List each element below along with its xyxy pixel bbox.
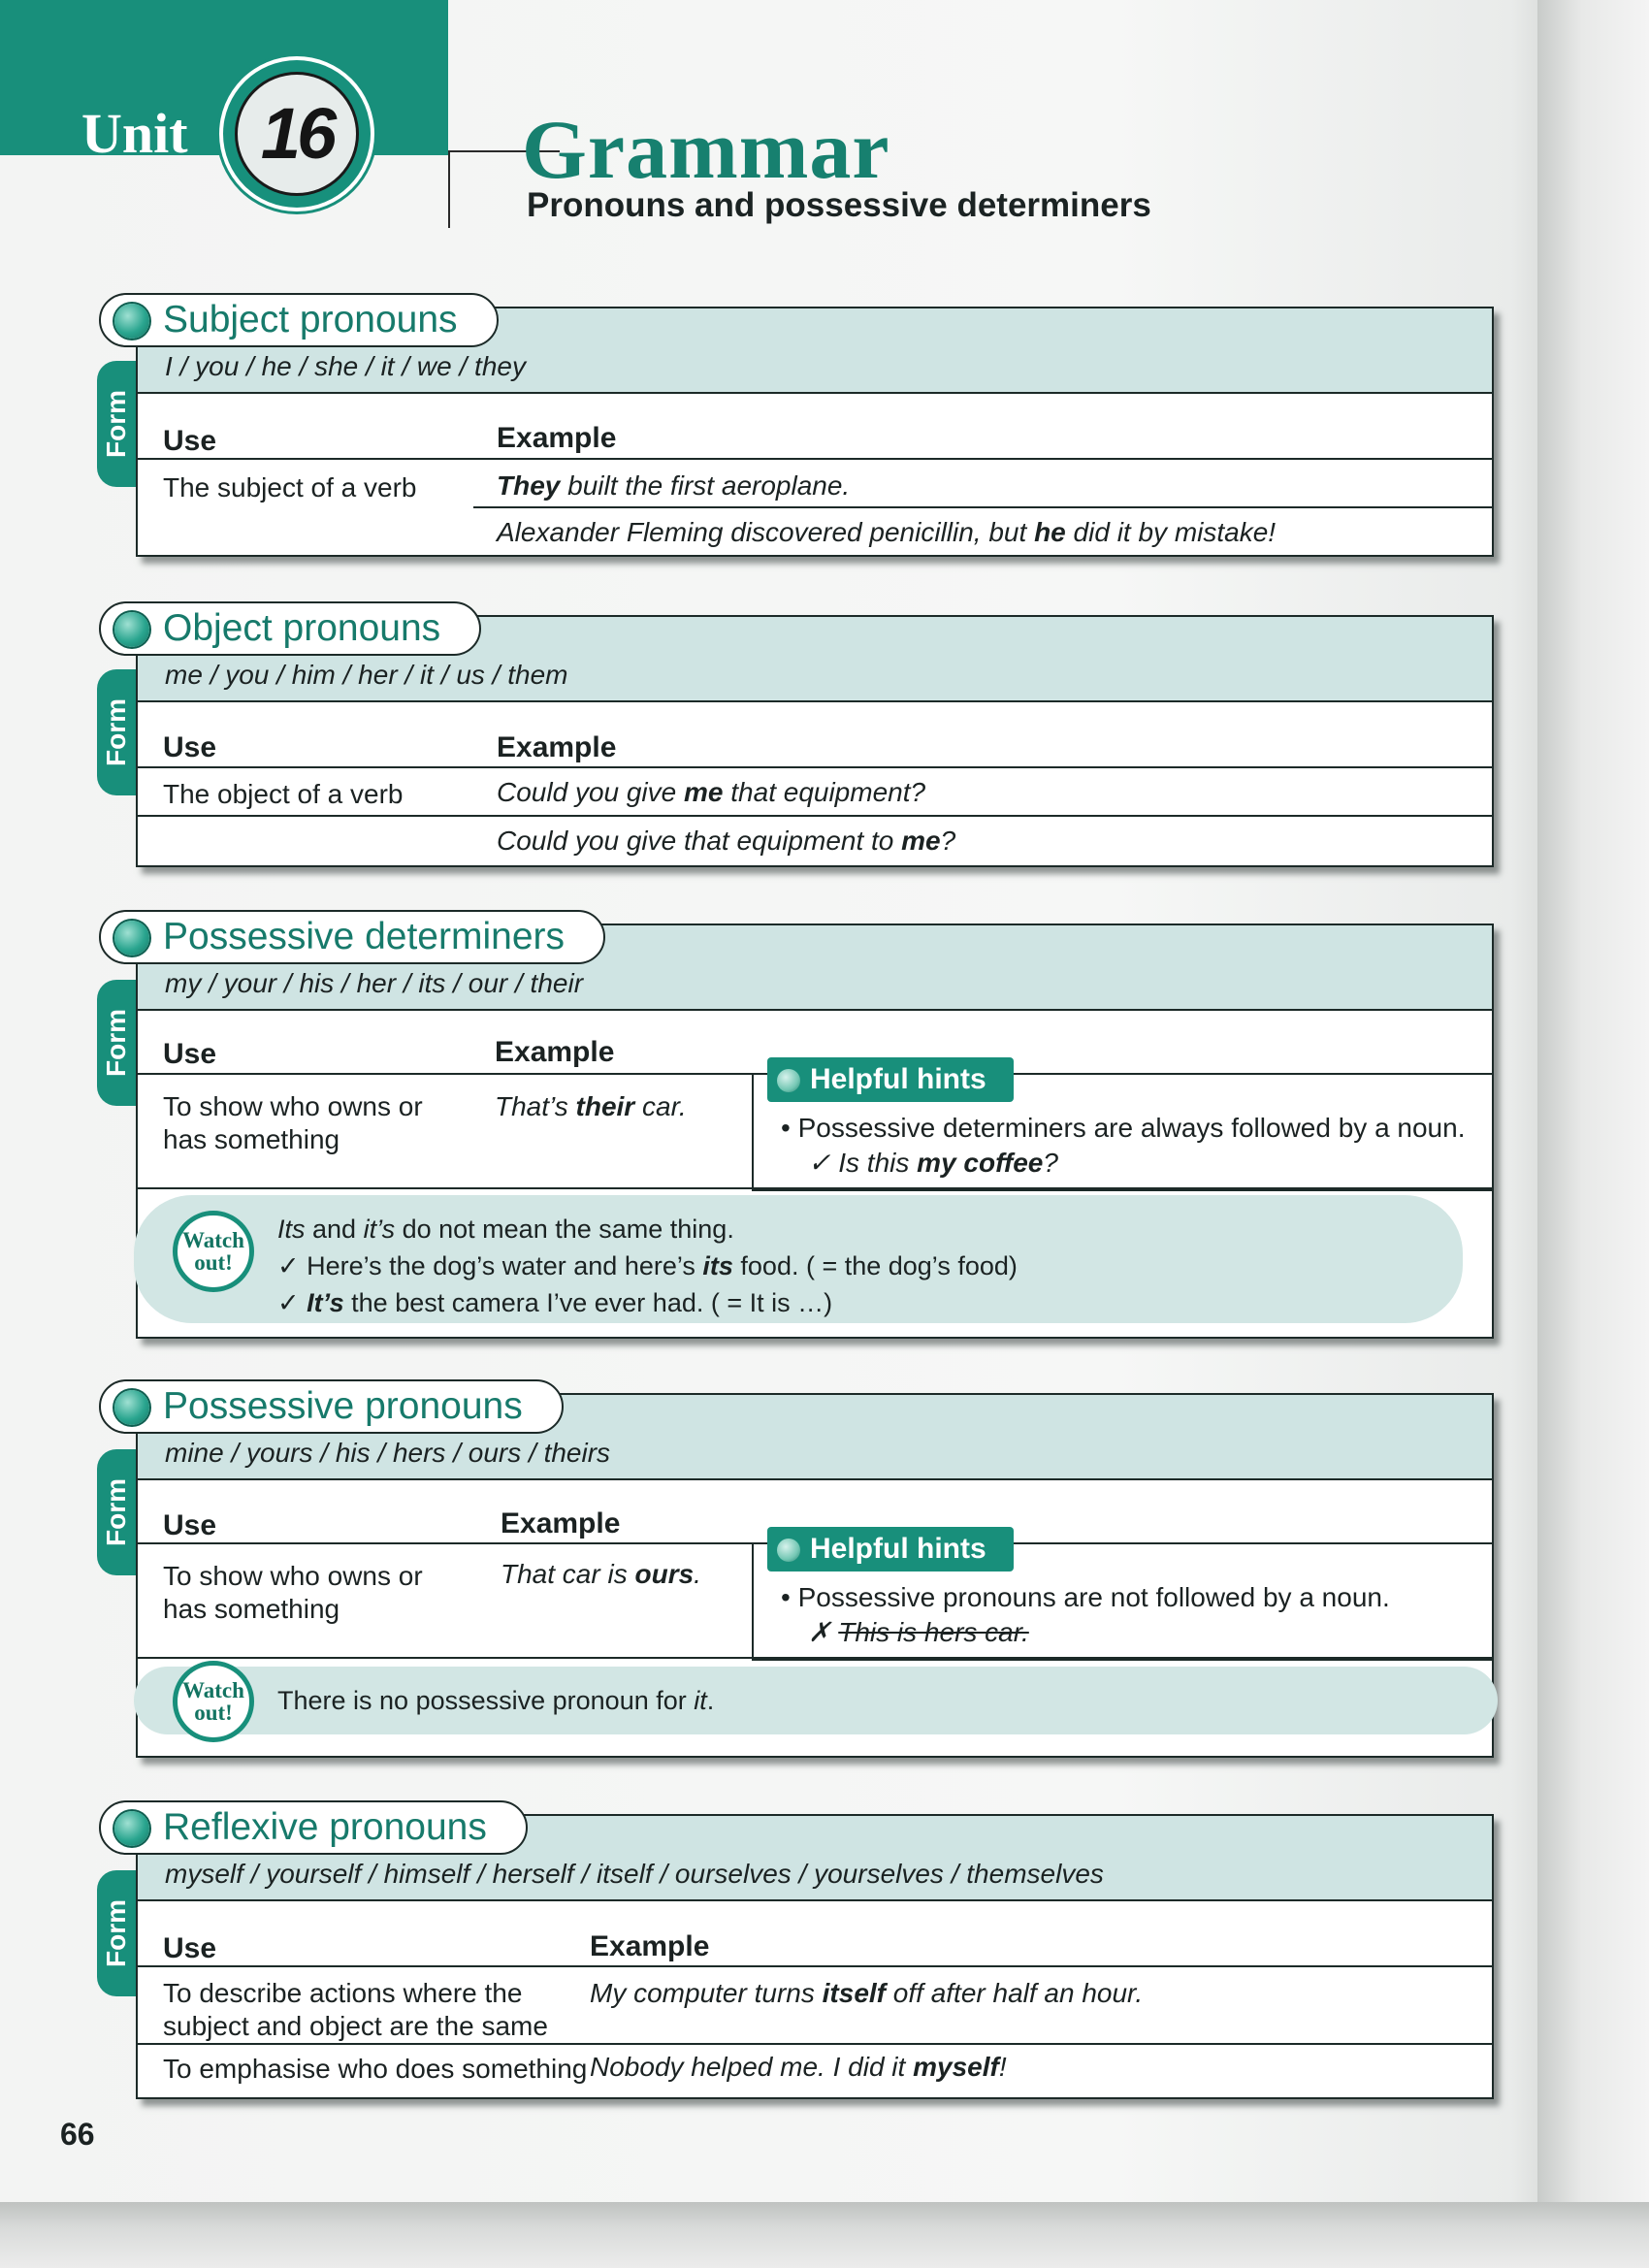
use-text: To show who owns or has something [163, 1561, 423, 1624]
divider [138, 1073, 784, 1075]
example-header: Example [497, 731, 617, 763]
example-2: Alexander Fleming discovered penicillin, but he did it by mistake! [497, 517, 1277, 547]
page-gutter-edge [1537, 0, 1649, 2268]
use-header: Use [163, 1509, 217, 1541]
divider [138, 815, 1492, 817]
watch-out-text: There is no possessive pronoun for it. [277, 1686, 715, 1715]
divider [138, 1965, 1492, 1967]
section-title: Possessive determiners [99, 910, 605, 964]
bullet-icon [114, 1390, 149, 1425]
divider [138, 1657, 1492, 1659]
page-bottom-edge [0, 2202, 1649, 2268]
example-header: Example [501, 1507, 621, 1539]
page-subtitle: Pronouns and possessive determiners [527, 186, 1151, 224]
example: That car is ours. [501, 1559, 701, 1589]
section-title: Subject pronouns [99, 293, 499, 347]
form-tab: Form [97, 361, 136, 487]
hint-example: ✗ This is hers car. [808, 1617, 1029, 1647]
bullet-icon [114, 921, 149, 956]
divider [138, 766, 1492, 768]
section-title: Possessive pronouns [99, 1379, 564, 1434]
form-text: me / you / him / her / it / us / them [165, 660, 568, 690]
use-header: Use [163, 425, 217, 457]
example-2: Nobody helped me. I did it myself! [590, 2052, 1007, 2082]
divider [138, 1187, 1492, 1189]
page-title: Grammar [522, 103, 890, 196]
example-header: Example [590, 1930, 710, 1962]
section-object-pronouns [97, 601, 1494, 868]
form-text: I / you / he / she / it / we / they [165, 351, 526, 381]
use-header: Use [163, 731, 217, 763]
example-2: Could you give that equipment to me? [497, 826, 956, 856]
hint-text: • Possessive determiners are always followed by a noun. [781, 1113, 1466, 1143]
divider [138, 1542, 784, 1544]
use-text: The subject of a verb [163, 472, 417, 502]
unit-number-badge [223, 60, 371, 208]
form-tab: Form [97, 669, 136, 795]
bullet-icon [114, 612, 149, 647]
use-header: Use [163, 1038, 217, 1070]
page-number: 66 [60, 2117, 95, 2152]
example: That’s their car. [495, 1091, 687, 1121]
helpful-hints-box [752, 1533, 1492, 1661]
hint-example: ✓ Is this my coffee? [808, 1148, 1058, 1178]
hint-text: • Possessive pronouns are not followed by a noun. [781, 1582, 1390, 1612]
possessive-pronouns-panel [136, 1393, 1494, 1758]
divider [138, 2043, 1492, 2045]
use-header: Use [163, 1932, 217, 1964]
helpful-hints-title: Helpful hints [767, 1527, 1014, 1571]
watch-out-badge: Watch out! [173, 1661, 254, 1742]
divider [138, 458, 1492, 460]
example-1: They built the first aeroplane. [497, 470, 851, 501]
helpful-hints-title: Helpful hints [767, 1057, 1014, 1102]
example-header: Example [495, 1036, 615, 1068]
section-possessive-pronouns [97, 1379, 1494, 1767]
title-divider [448, 150, 450, 228]
section-reflexive-pronouns [97, 1800, 1494, 2111]
bullet-icon [777, 1539, 800, 1562]
example-1: My computer turns itself off after half an hour. [590, 1978, 1144, 2008]
section-subject-pronouns [97, 293, 1494, 560]
watch-out-badge: Watch out! [173, 1211, 254, 1292]
helpful-hints-box [752, 1063, 1492, 1191]
bullet-icon [114, 304, 149, 339]
use-text: To show who owns or has something [163, 1091, 423, 1154]
section-title: Reflexive pronouns [99, 1800, 528, 1855]
form-tab: Form [97, 1870, 136, 1996]
form-tab: Form [97, 1449, 136, 1575]
reflexive-panel [136, 1814, 1494, 2099]
form-text: mine / yours / his / hers / ours / theirs [165, 1438, 611, 1468]
form-text: myself / yourself / himself / herself / itself / ourselves / yourselves / themselves [165, 1859, 1104, 1889]
form-text: my / your / his / her / its / our / their [165, 968, 584, 998]
example-1: Could you give me that equipment? [497, 777, 926, 807]
form-tab: Form [97, 980, 136, 1106]
use-text-2: To emphasise who does something [163, 2054, 588, 2084]
unit-number: 16 [235, 72, 359, 196]
bullet-icon [114, 1811, 149, 1846]
section-possessive-determiners [97, 910, 1494, 1346]
example-header: Example [497, 422, 617, 454]
use-text: The object of a verb [163, 779, 404, 809]
section-title: Object pronouns [99, 601, 481, 656]
watch-out-text: Its and it’s do not mean the same thing. ✓ Here’s the dog’s water and here’s its food. ( = the dog’s food) ✓ It’s the best camera I’ve ever had. ( = It is …) [277, 1215, 1018, 1317]
bullet-icon [777, 1069, 800, 1092]
possessive-determiners-panel [136, 923, 1494, 1339]
unit-label: Unit [81, 102, 188, 165]
divider [473, 506, 1492, 508]
use-text-1: To describe actions where the subject and object are the same [163, 1978, 548, 2041]
